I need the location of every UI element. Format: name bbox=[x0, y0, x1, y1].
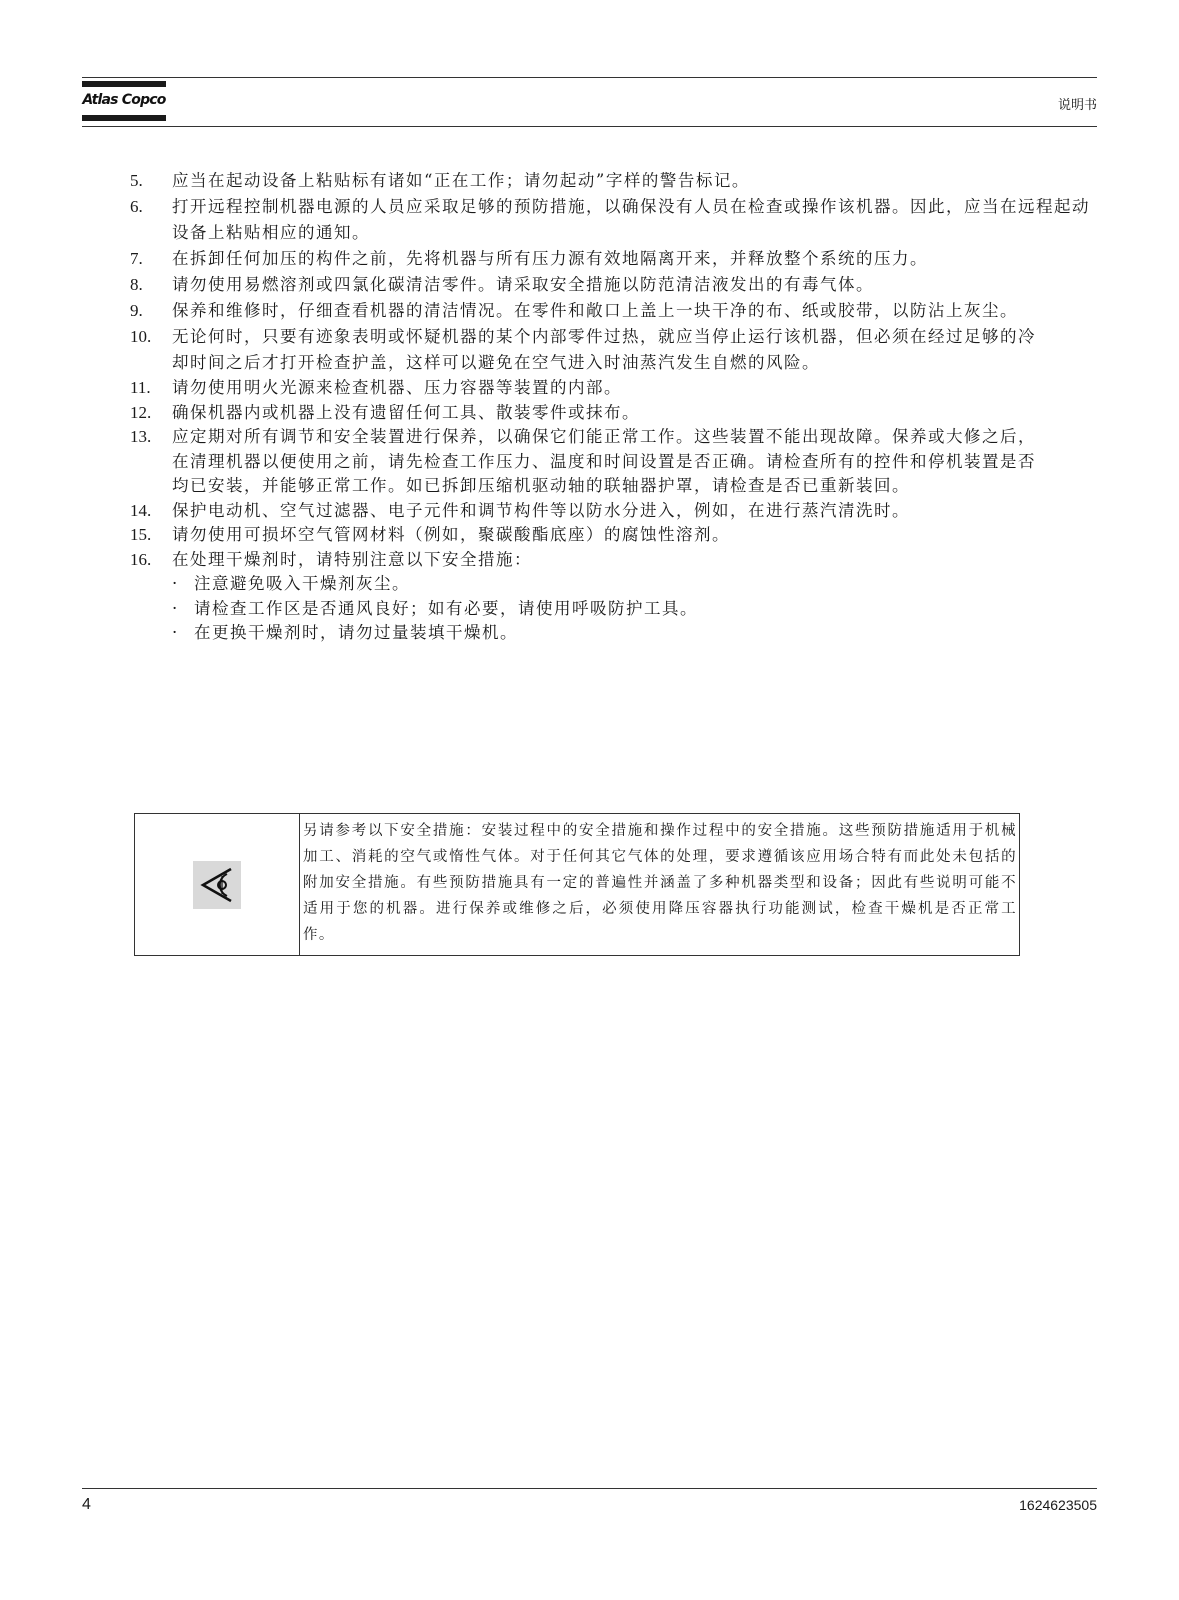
item-text: 保养和维修时，仔细查看机器的清洁情况。在零件和敞口上盖上一块干净的布、纸或胶带，以防沾上灰尘。 bbox=[172, 301, 1018, 320]
safety-instructions-list bbox=[130, 168, 1090, 646]
eye-icon bbox=[193, 861, 241, 909]
bullet-text: 请检查工作区是否通风良好；如有必要，请使用呼吸防护工具。 bbox=[194, 598, 698, 618]
list-item bbox=[130, 548, 1090, 646]
list-item bbox=[130, 376, 1090, 401]
item-number: 11. bbox=[130, 378, 151, 397]
item-number: 13. bbox=[130, 427, 152, 446]
bullet-text: 在更换干燥剂时，请勿过量装填干燥机。 bbox=[194, 623, 518, 642]
bullet-item bbox=[172, 597, 1090, 622]
logo-bar-bottom bbox=[82, 115, 166, 121]
item-number: 16. bbox=[130, 549, 152, 569]
desiccant-bullet-list bbox=[172, 572, 1090, 646]
bullet-item bbox=[172, 572, 1090, 597]
footer-rule bbox=[82, 1488, 1097, 1489]
item-text: 请勿使用易燃溶剂或四氯化碳清洁零件。请采取安全措施以防范清洁液发出的有毒气体。 bbox=[172, 275, 874, 294]
item-text: 在处理干燥剂时，请特别注意以下安全措施： bbox=[172, 549, 532, 569]
item-text: 请勿使用明火光源来检查机器、压力容器等装置的内部。 bbox=[172, 378, 622, 397]
item-number: 7. bbox=[130, 249, 143, 268]
header-rule-top bbox=[82, 77, 1097, 78]
bullet-item bbox=[172, 621, 1090, 646]
eye-icon-graphic bbox=[197, 865, 237, 905]
item-text: 在拆卸任何加压的构件之前，先将机器与所有压力源有效地隔离开来，并释放整个系统的压力。 bbox=[172, 249, 928, 268]
list-item bbox=[130, 523, 1090, 548]
item-number: 15. bbox=[130, 525, 152, 544]
item-text: 保护电动机、空气过滤器、电子元件和调节构件等以防水分进入，例如，在进行蒸汽清洗时。 bbox=[172, 500, 910, 520]
item-number: 14. bbox=[130, 500, 152, 520]
list-item bbox=[130, 298, 1090, 324]
list-item bbox=[130, 324, 1036, 376]
document-title: 说明书 bbox=[1057, 98, 1097, 113]
item-number: 9. bbox=[130, 301, 143, 320]
page-number: 4 bbox=[82, 1496, 91, 1513]
list-item bbox=[130, 246, 1090, 272]
item-text: 请勿使用可损坏空气管网材料（例如，聚碳酸酯底座）的腐蚀性溶剂。 bbox=[172, 525, 730, 544]
bullet-text: 注意避免吸入干燥剂灰尘。 bbox=[194, 574, 410, 593]
item-text: 打开远程控制机器电源的人员应采取足够的预防措施，以确保没有人员在检查或操作该机器。因此，应当在远程起动设备上粘贴相应的通知。 bbox=[172, 197, 1090, 242]
item-number: 6. bbox=[130, 197, 143, 216]
bullet-dot: · bbox=[172, 623, 179, 642]
item-text: 确保机器内或机器上没有遗留任何工具、散装零件或抹布。 bbox=[172, 402, 640, 422]
logo-wordmark: Atlas Copco bbox=[82, 92, 166, 108]
list-item bbox=[130, 425, 1036, 499]
item-text: 应当在起动设备上粘贴标有诸如“正在工作；请勿起动”字样的警告标记。 bbox=[172, 171, 750, 190]
logo-bar-top bbox=[82, 81, 166, 87]
list-item bbox=[130, 272, 1090, 298]
bullet-dot: · bbox=[172, 574, 179, 593]
list-item bbox=[130, 194, 1090, 246]
document-number: 1624623505 bbox=[1019, 1497, 1097, 1513]
header-rule-bottom bbox=[82, 126, 1097, 127]
item-number: 10. bbox=[130, 327, 152, 346]
bullet-dot: · bbox=[172, 598, 179, 618]
item-number: 12. bbox=[130, 402, 152, 422]
item-number: 5. bbox=[130, 171, 143, 190]
list-item bbox=[130, 168, 1090, 194]
item-text: 无论何时，只要有迹象表明或怀疑机器的某个内部零件过热，就应当停止运行该机器，但必须在经过足够的冷却时间之后才打开检查护盖，这样可以避免在空气进入时油蒸汽发生自燃的风险。 bbox=[172, 327, 1036, 372]
notice-text: 另请参考以下安全措施：安装过程中的安全措施和操作过程中的安全措施。这些预防措施适用于机械加工、消耗的空气或惰性气体。对于任何其它气体的处理，要求遵循该应用场合特有而此处未包括的附加安全措施。有些预防措施具有一定的普遍性并涵盖了多种机器类型和设备；因此有些说明可能不适用于您的机器。进行保养或维修之后，必须使用降压容器执行功能测试，检查干燥机是否正常工作。 bbox=[303, 823, 1017, 943]
list-item bbox=[130, 401, 1090, 426]
safety-notice-box bbox=[134, 813, 1020, 956]
atlas-copco-logo bbox=[82, 80, 166, 122]
item-text: 应定期对所有调节和安全装置进行保养，以确保它们能正常工作。这些装置不能出现故障。保养或大修之后，在清理机器以便使用之前，请先检查工作压力、温度和时间设置是否正确。请检查所有的控件和停机装置是否均已安装，并能够正常工作。如已拆卸压缩机驱动轴的联轴器护罩，请检查是否已重新装回。 bbox=[172, 427, 1036, 495]
notice-icon-cell bbox=[135, 814, 300, 955]
list-item bbox=[130, 499, 1090, 524]
item-number: 8. bbox=[130, 275, 143, 294]
